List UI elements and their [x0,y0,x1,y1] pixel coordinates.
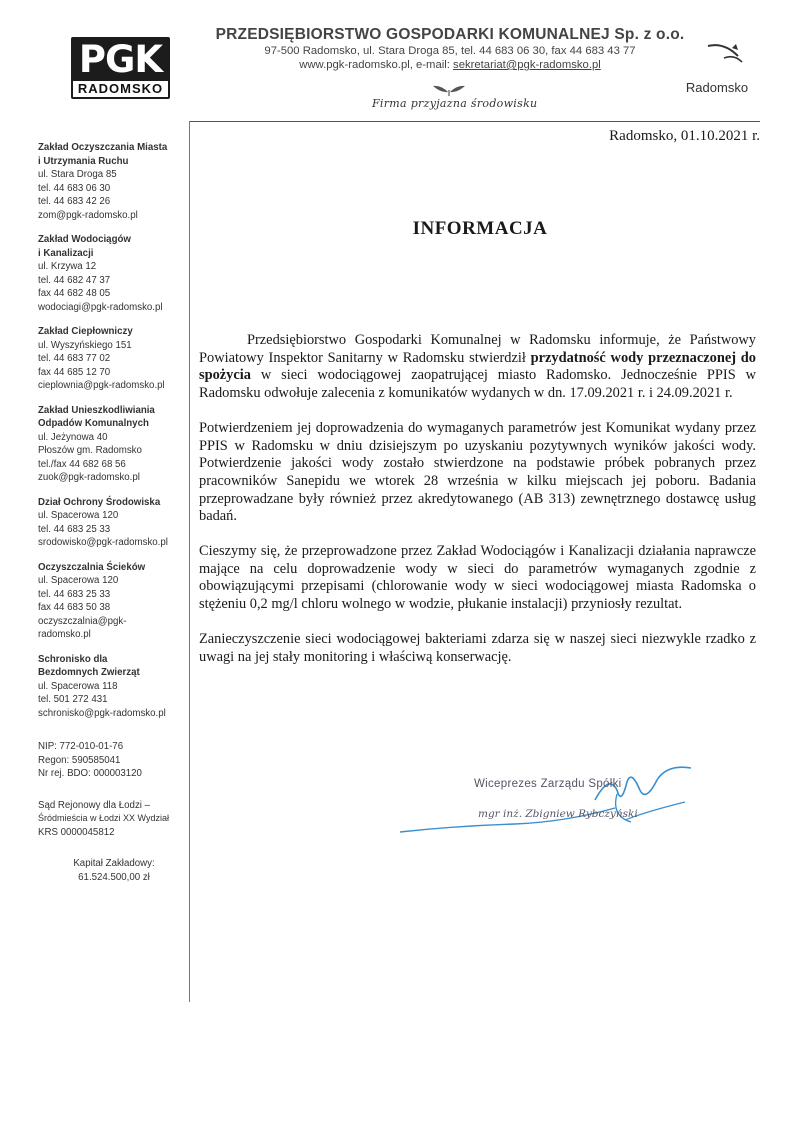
signature-role: Wiceprezes Zarządu Spółki [474,778,622,790]
pgk-logo [71,37,170,99]
sidebar-contacts [38,141,190,895]
sidebar-block-line: zom@pgk-radomsko.pl [38,209,138,221]
sidebar-block-line: wodociagi@pgk-radomsko.pl [38,301,163,313]
sidebar-block-line: schronisko@pgk-radomsko.pl [38,707,166,719]
sidebar-block-line: tel. 44 683 06 30 [38,182,111,194]
sidebar-block-line: tel. 44 683 25 33 [38,523,111,535]
sidebar-block [38,404,190,485]
sidebar-block-heading: Schronisko dla [38,653,108,665]
company-website: www.pgk-radomsko.pl, e-mail: [299,59,454,71]
sidebar-block-line: NIP: 772-010-01-76 [38,741,124,752]
sidebar-block-line: zuok@pgk-radomsko.pl [38,472,140,483]
sidebar-block-line: Nr rej. BDO: 000003120 [38,768,142,779]
leaf-icon [431,83,467,97]
company-email-link[interactable]: sekretariat@pgk-radomsko.pl [453,59,601,71]
sidebar-block [38,325,190,393]
signature-name: mgr inż. Zbigniew Rybczyński [478,808,638,820]
sidebar-block-line: oczyszczalnia@pgk- [38,615,127,627]
sidebar-block-line: Płoszów gm. Radomsko [38,445,142,456]
sidebar-block-line: radomsko.pl [38,629,91,640]
sidebar-block-line: tel. 44 683 25 33 [38,588,111,600]
sidebar-block-line: KRS 0000045812 [38,826,115,838]
sidebar-block [38,799,190,840]
paragraph-3: Cieszymy się, że przeprowadzone przez Zakład Wodociągów i Kanalizacji działania naprawcze mające na celu doprowadzenie wody w sieci do parametrów wymaganych zgodnie z obowiązującymi przepisami (chlorowanie wody w sieci wodociągowej miasta Radomska o stężeniu 0,2 mg/l chloru wolnego w wodzie, płukanie instalacji) przyniosły rezultat. [199,543,756,613]
sidebar-block-heading: Bezdomnych Zwierząt [38,667,140,678]
sidebar-block-heading: i Utrzymania Ruchu [38,155,129,167]
sidebar-block-heading: Oczyszczalnia Ścieków [38,561,146,573]
sidebar-block-heading: Zakład Oczyszczania Miasta [38,142,168,153]
sidebar-block-line: 61.524.500,00 zł [78,871,150,883]
company-name: PRZEDSIĘBIORSTWO GOSPODARKI KOMUNALNEJ Sp. z o.o. [215,26,685,43]
sidebar-block [38,233,190,314]
sidebar-block-heading: Zakład Ciepłowniczy [38,326,133,337]
sidebar-block-line: Sąd Rejonowy dla Łodzi – [38,799,151,811]
sidebar-block-line: Kapitał Zakładowy: [73,858,155,869]
sidebar-block-heading: Zakład Wodociągów [38,234,131,245]
sidebar-block-line: tel. 44 682 47 37 [38,274,111,286]
sidebar-block-line: cieplownia@pgk-radomsko.pl [38,380,165,391]
sidebar-block [38,857,190,884]
sidebar-block-line: fax 44 683 50 38 [38,602,111,613]
company-slogan: Firma przyjazna środowisku [372,97,538,110]
letter-title: INFORMACJA [412,218,548,239]
paragraph-1-highlight: przydatność wody przeznaczonej do spożycia [199,349,756,384]
sidebar-block-heading: Zakład Unieszkodliwiania [38,404,155,416]
sidebar-block [38,561,190,642]
sidebar-block-line: ul. Stara Droga 85 [38,169,117,180]
letter-body [199,332,756,683]
sidebar-block-heading: i Kanalizacji [38,247,94,259]
sidebar-block-line: srodowisko@pgk-radomsko.pl [38,537,168,548]
sidebar-block-heading: Odpadów Komunalnych [38,418,149,429]
sidebar-block [38,496,190,550]
sidebar-block-line: ul. Wyszyńskiego 151 [38,339,132,351]
handwritten-signature [395,760,705,850]
sidebar-block-line: ul. Spacerowa 120 [38,575,119,586]
sidebar-block-line: ul. Spacerowa 120 [38,510,119,521]
sidebar-block-line: ul. Krzywa 12 [38,261,97,272]
paragraph-2: Potwierdzeniem jej doprowadzenia do wymaganych parametrów jest Komunikat wydany przez PPIS w Radomsku w dniu dzisiejszym po uzyskaniu pozytywnych wyników jakości wody. Potwierdzenie jakości wody zostało stwierdzone na podstawie próbek pobranych przez pracowników Sanepidu we wtorek 28 września w kilku miejscach jej poboru. Badania przeprowadzane były również przez akredytowanego (AB 313) zewnętrznego dostawcę usług badań. [199,419,756,525]
sidebar-block-line: Śródmieścia w Łodzi XX Wydział [38,813,169,823]
sidebar-block-heading: Dział Ochrony Środowiska [38,496,161,508]
letter-date: Radomsko, 01.10.2021 r. [609,128,760,144]
sidebar-block-line: tel. 44 683 42 26 [38,196,111,207]
paragraph-1-end: w sieci wodociągowej zaopatrującej miasto Radomsko. Jednocześnie PPIS w Radomsku odwołuje zalecenia z komunikatów wydanych w dn. 17.09.2021 r. i 24.09.2021 r. [199,367,756,402]
radomsko-city-logo-text: Radomsko [685,80,749,95]
sidebar-block-line: tel. 44 683 77 02 [38,353,111,364]
company-contact [190,59,710,71]
sidebar-block [38,653,190,721]
company-address: 97-500 Radomsko, ul. Stara Droga 85, tel. 44 683 06 30, fax 44 683 43 77 [264,45,636,57]
header-divider [190,121,760,122]
sidebar-block-line: Regon: 590585041 [38,754,121,766]
sidebar-block [38,141,190,222]
pgk-logo-main: PGK [78,38,163,81]
sidebar-block-line: tel. 501 272 431 [38,694,108,705]
sidebar-block-line: ul. Jeżynowa 40 [38,431,108,443]
paragraph-1-start: Przedsiębiorstwo Gospodarki Komunalnej w Radomsku informuje, że Państwowy Powiatowy Inspektor Sanitarny w Radomsku stwierdził [199,332,756,366]
sidebar-block-line: fax 44 682 48 05 [38,288,111,299]
pgk-logo-sub: RADOMSKO [77,81,164,96]
sidebar-block-line: ul. Spacerowa 118 [38,680,118,692]
paragraph-1 [199,332,756,403]
sidebar-block-line: fax 44 685 12 70 [38,366,111,378]
sidebar-block [38,740,190,781]
paragraph-4: Zanieczyszczenie sieci wodociągowej bakteriami zdarza się w naszej sieci niezwykle rzadko z uwagi na jej stały monitoring i właściwą konserwację. [199,630,756,665]
sidebar-block-line: tel./fax 44 682 68 56 [38,458,126,470]
